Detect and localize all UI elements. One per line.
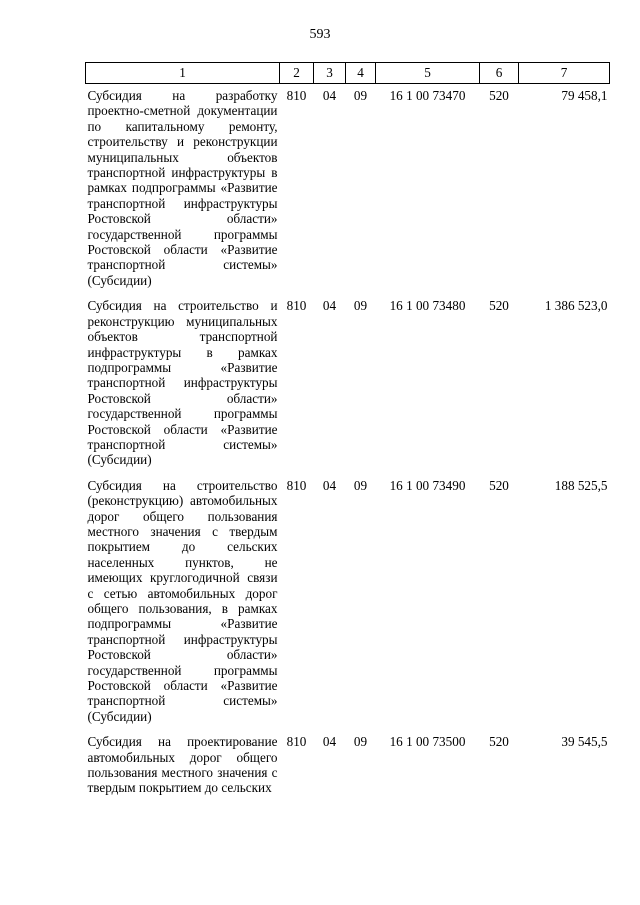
header-cell-7: 7 [519,63,610,84]
header-row [86,63,610,84]
row-subsection: 09 [353,298,368,314]
row-subsection: 09 [353,734,368,750]
table-row [86,474,610,731]
table-row [86,294,610,473]
row-section: 04 [322,88,337,103]
row-target-article: 16 1 00 73500 [389,734,466,750]
row-subsection: 09 [353,88,368,103]
row-amount: 79 458,1 [561,88,608,103]
row-expense-type: 520 [489,298,509,314]
row-subsection: 09 [353,477,368,493]
row-expense-type: 520 [489,734,509,750]
row-ministry: 810 [286,734,307,750]
row-description: Субсидия на строительство (реконструкцию) автомобильных дорог общего пользования местного значения с твердым покрытием до сельских населенных пунктов, не имеющих круглогодичной связи с сетью автомобильных дорог общего пользования, в рамках подпрограммы «Развитие транспортной инфраструктуры Ростовской области» государственной программы Ростовской области «Развитие транспортной системы» (Субсидии) [87,477,278,724]
row-expense-type: 520 [489,88,509,103]
row-section: 04 [322,298,337,314]
table-row [86,730,610,802]
header-cell-5: 5 [376,63,480,84]
row-amount: 188 525,5 [554,477,608,493]
row-amount: 39 545,5 [561,734,608,750]
row-target-article: 16 1 00 73470 [389,88,466,103]
header-cell-1: 1 [86,63,280,84]
row-section: 04 [322,734,337,750]
row-ministry: 810 [286,298,307,314]
table-row [86,84,610,295]
row-description: Субсидия на разработку проектно-сметной документации по капитальному ремонту, строительству и реконструкции муниципальных объектов транспортной инфраструктуры в рамках подпрограммы «Развитие транспортной инфраструктуры Ростовской области» государственной программы Ростовской области «Развитие транспортной системы» (Субсидии) [87,88,278,288]
budget-table [85,62,610,802]
row-target-article: 16 1 00 73480 [389,298,466,314]
row-amount: 1 386 523,0 [544,298,608,314]
row-ministry: 810 [286,88,307,103]
header-cell-6: 6 [480,63,519,84]
row-ministry: 810 [286,477,307,493]
header-cell-2: 2 [280,63,314,84]
header-cell-4: 4 [346,63,376,84]
page-number: 593 [309,27,331,42]
row-description: Субсидия на проектирование автомобильных дорог общего пользования местного значения с твердым покрытием до сельских [87,734,278,796]
table-header [86,63,610,84]
row-description: Субсидия на строительство и реконструкцию муниципальных объектов транспортной инфраструктуры в рамках подпрограммы «Развитие транспортной инфраструктуры Ростовской области» государственной программы Ростовской области «Развитие транспортной системы» (Субсидии) [87,298,278,468]
row-expense-type: 520 [489,477,509,493]
row-target-article: 16 1 00 73490 [389,477,466,493]
row-section: 04 [322,477,337,493]
header-cell-3: 3 [314,63,346,84]
